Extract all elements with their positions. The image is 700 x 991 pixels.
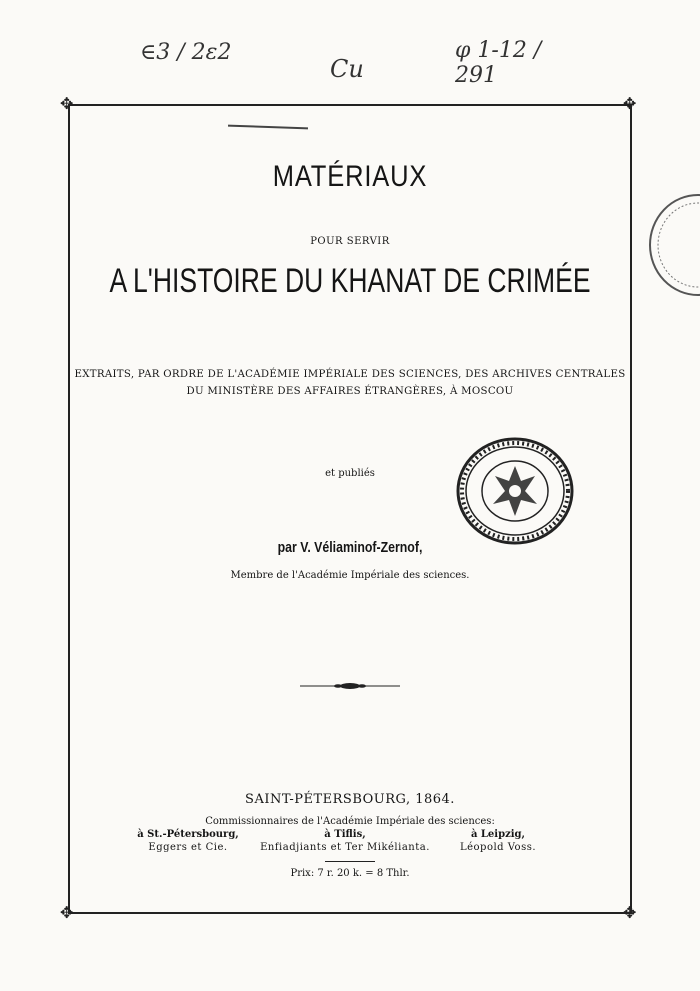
- place-date: SAINT-PÉTERSBOURG, 1864.: [245, 792, 455, 807]
- library-mark-mid: [330, 55, 364, 83]
- extraits-line-1: EXTRAITS, PAR ORDRE DE L'ACADÉMIE IMPÉRIALE DES SCIENCES, DES ARCHIVES CENTRALES: [74, 369, 626, 380]
- location-city: à Leipzig,: [470, 829, 526, 840]
- extraits-line-2: DU MINISTÈRE DES AFFAIRES ÉTRANGÈRES, À MOSCOU: [186, 386, 514, 397]
- title-main: MATÉRIAUX: [272, 160, 428, 193]
- frame-bottom: [68, 912, 632, 914]
- location-leipzig: [398, 828, 598, 854]
- divider-ornament-icon: [300, 681, 400, 691]
- mark-mid-text: Cu: [330, 55, 364, 83]
- library-mark-left: [140, 40, 280, 65]
- price: Prix: 7 r. 20 k. = 8 Thlr.: [290, 868, 410, 879]
- mark-left-text: ∈3 / 2ε2: [140, 40, 232, 65]
- price-divider: [325, 861, 375, 862]
- pour-servir: POUR SERVIR: [310, 236, 390, 247]
- location-publisher: Enfiadjiants et Ter Mikélianta.: [260, 842, 430, 853]
- title-subject: A L'HISTOIRE DU KHANAT DE CRIMÉE: [109, 262, 591, 300]
- author-name: par V. Véliaminof-Zernof,: [277, 540, 423, 556]
- location-city: à St.-Pétersbourg,: [137, 829, 239, 840]
- corner-ornament-icon: ✥: [623, 94, 637, 113]
- library-mark-right: [455, 38, 575, 88]
- commissionnaires: Commissionnaires de l'Académie Impériale des sciences:: [205, 816, 495, 827]
- frame-top: [68, 104, 632, 106]
- location-publisher: Eggers et Cie.: [148, 842, 228, 853]
- library-stamp-edge: [646, 190, 700, 300]
- corner-ornament-icon: ✥: [60, 94, 74, 113]
- corner-ornament-icon: ✥: [623, 903, 637, 922]
- author-title: Membre de l'Académie Impériale des sciences.: [230, 570, 470, 581]
- location-city: à Tiflis,: [324, 829, 366, 840]
- ornamental-divider: [300, 676, 400, 686]
- seal-icon: [455, 436, 575, 546]
- library-seal-stamp: [455, 436, 575, 546]
- et-publies: et publiés: [325, 468, 375, 479]
- edge-stamp-icon: [646, 190, 700, 300]
- location-publisher: Léopold Voss.: [459, 842, 537, 853]
- extraits-block: [0, 366, 700, 400]
- mark-right-text: φ 1-12 / 291: [455, 38, 542, 88]
- corner-ornament-icon: ✥: [60, 903, 74, 922]
- handwritten-underline: [228, 125, 308, 130]
